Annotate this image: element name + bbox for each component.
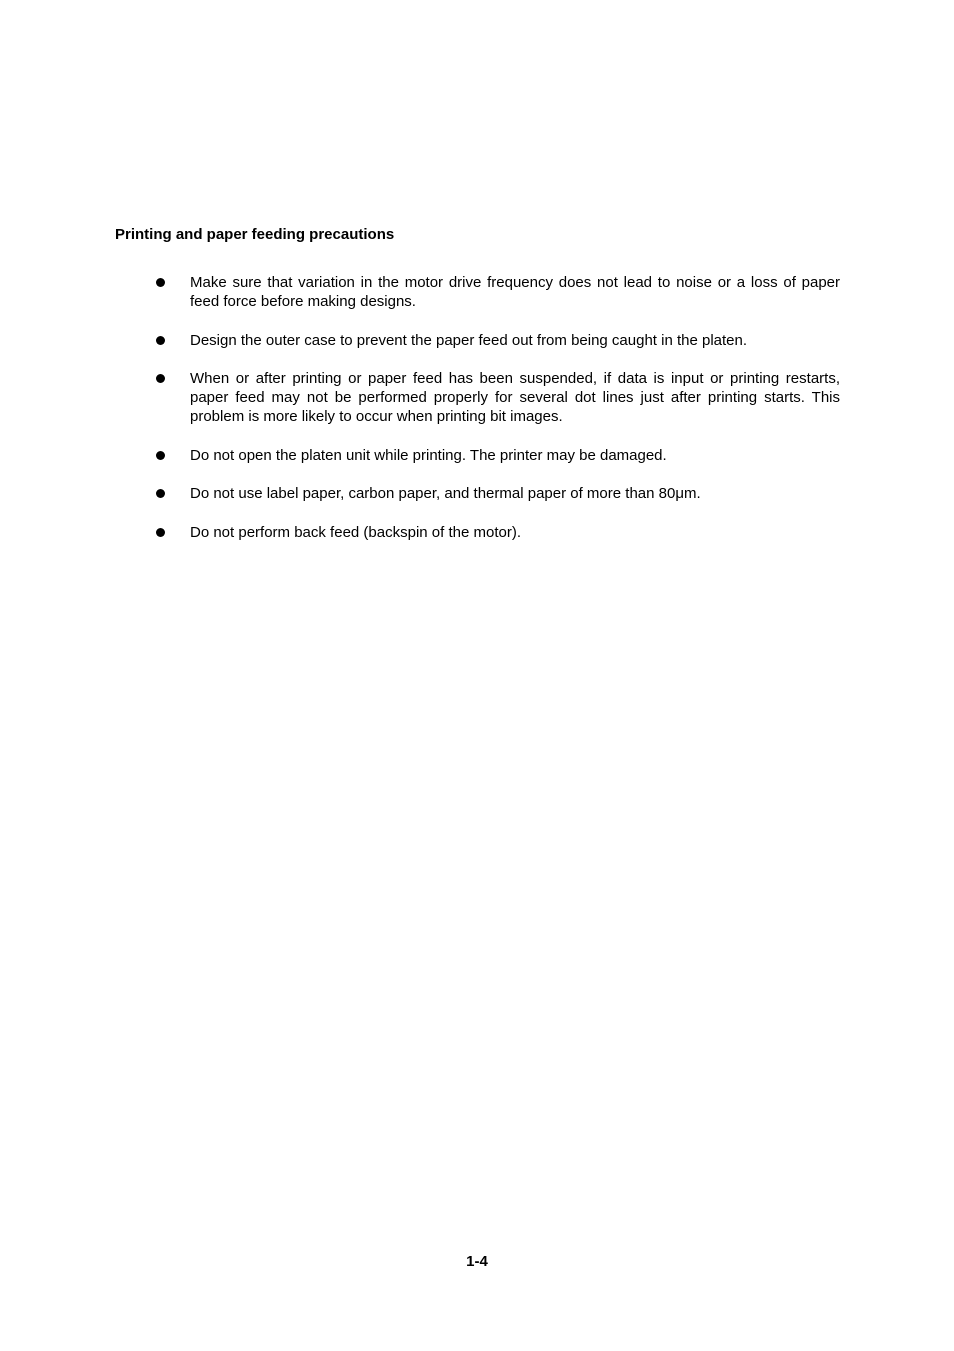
bullet-dot-icon bbox=[156, 451, 165, 460]
bullet-dot-icon bbox=[156, 336, 165, 345]
list-item-text: Design the outer case to prevent the paper feed out from being caught in the platen. bbox=[190, 331, 748, 349]
list-item bbox=[154, 484, 840, 503]
list-item bbox=[154, 523, 840, 542]
bullet-dot-icon bbox=[156, 528, 165, 537]
bullet-dot-icon bbox=[156, 278, 165, 287]
list-item bbox=[154, 446, 840, 465]
list-item-text: Do not open the platen unit while printing. The printer may be damaged. bbox=[190, 446, 667, 464]
list-item bbox=[154, 331, 840, 350]
page-number: 1-4 bbox=[466, 1253, 488, 1270]
list-item-text: When or after printing or paper feed has been suspended, if data is input or printing restarts, paper feed may not be performed properly for several dot lines just after printing starts. This problem is more likely to occur when printing bit images. bbox=[190, 370, 840, 425]
bullet-dot-icon bbox=[156, 489, 165, 498]
bullet-dot-icon bbox=[156, 374, 165, 383]
section-heading: Printing and paper feeding precautions bbox=[115, 226, 395, 243]
list-item bbox=[154, 369, 840, 426]
list-item-text: Make sure that variation in the motor drive frequency does not lead to noise or a loss of paper feed force before making designs. bbox=[190, 274, 840, 310]
list-item-text: Do not perform back feed (backspin of the motor). bbox=[190, 523, 521, 541]
precautions-list bbox=[154, 273, 840, 561]
list-item-text: Do not use label paper, carbon paper, and thermal paper of more than 80μm. bbox=[190, 485, 701, 502]
list-item bbox=[154, 273, 840, 311]
